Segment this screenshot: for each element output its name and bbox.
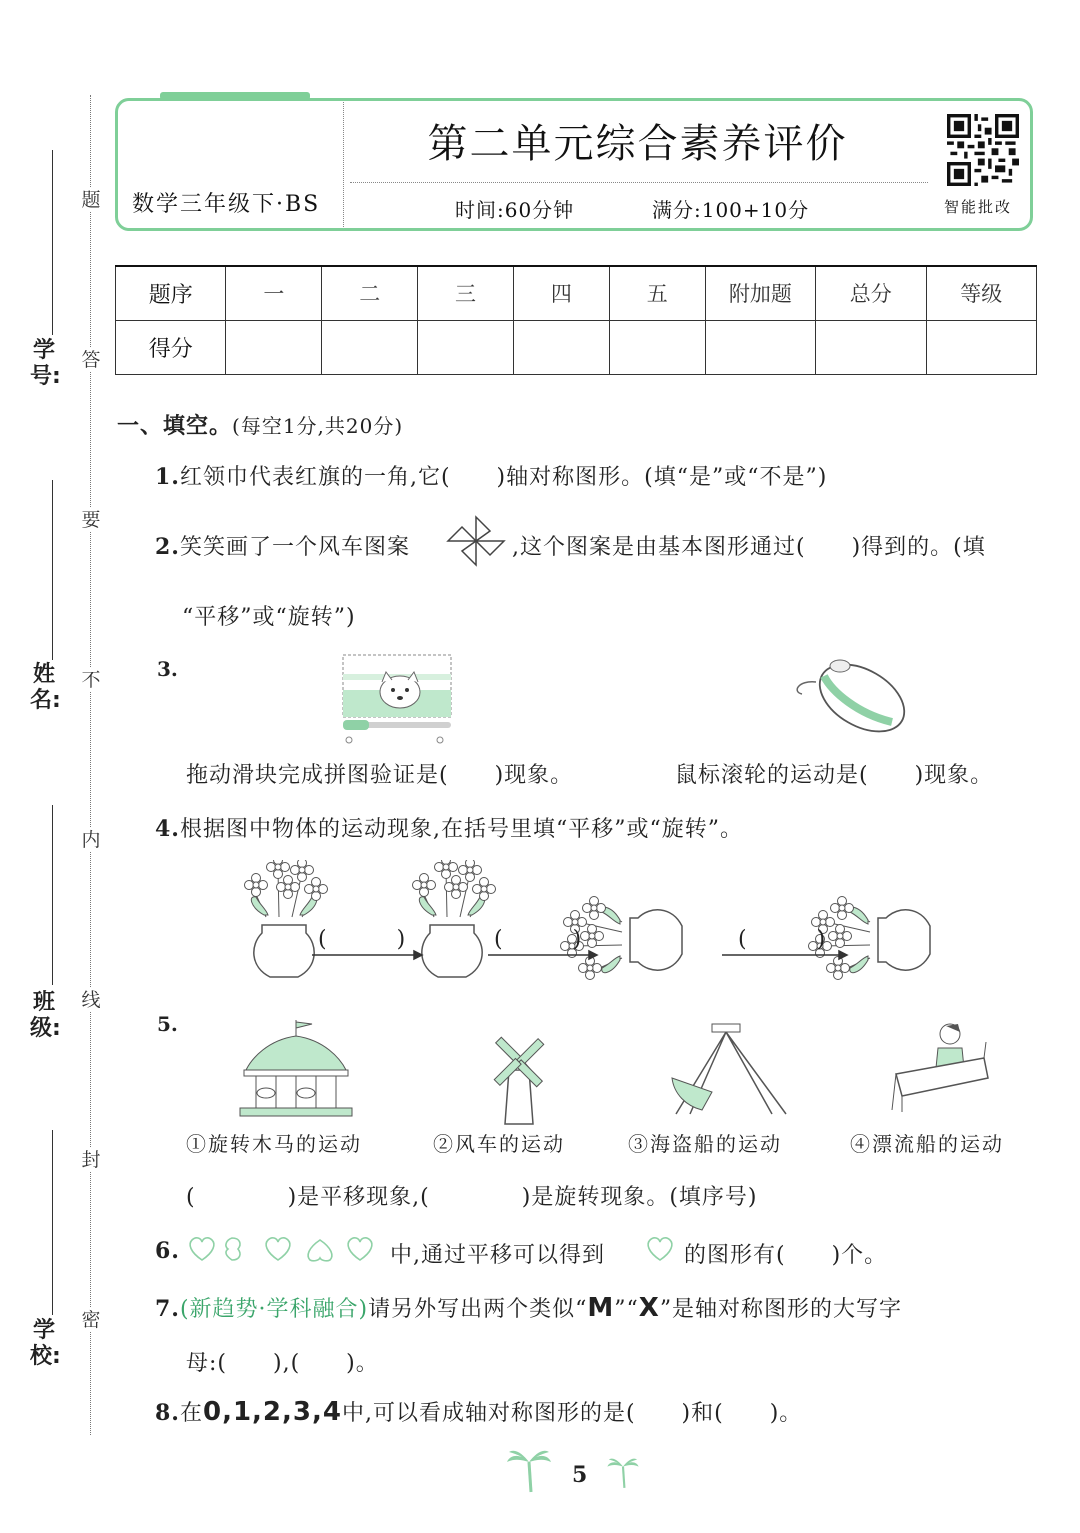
table-row [116,320,1037,374]
score-row-label: 得分 [116,320,226,374]
header-rule [350,182,928,183]
q5-label-3: ③海盗船的运动 [628,1132,782,1156]
score-cell[interactable] [705,320,815,374]
question-2: 2.笑笑画了一个风车图案 [155,534,410,560]
table-header-cell: 五 [609,266,705,320]
question-5-number: 5. [157,1012,178,1036]
binding-char-4: 不 [79,668,103,692]
page-title: 第二单元综合素养评价 [427,121,848,167]
q5-label-1: ①旋转木马的运动 [186,1132,362,1156]
question-6-text-b: 的图形有( )个。 [684,1243,888,1268]
question-6-text-a: 中,通过平移可以得到 [390,1243,605,1268]
binding-char-8: 密 [79,1308,103,1332]
windmill-image [483,1030,555,1126]
smart-grading-label: 智能批改 [944,198,1013,216]
binding-char-6: 线 [79,988,103,1012]
score-cell[interactable] [226,320,322,374]
student-id-line [52,150,53,335]
question-7: 7.(新趋势·学科融合)请另外写出两个类似“M”“X”是轴对称图形的大写字 [155,1293,903,1323]
puzzle-slider-image [340,652,455,747]
table-header-cell: 二 [322,266,418,320]
rafting-boat-image [888,1018,993,1118]
binding-char-3: 要 [79,508,103,532]
pirate-ship-image [668,1022,790,1118]
header-divider [343,102,344,227]
score-cell[interactable] [513,320,609,374]
binding-char-5: 内 [79,828,103,852]
time-limit: 时间:60分钟 [455,198,575,222]
score-table [115,265,1037,375]
score-cell[interactable] [418,320,514,374]
mouse-icon [788,652,913,744]
name-label: 姓名: [30,662,61,713]
binding-char-1: 题 [79,188,103,212]
table-header-cell: 等级 [926,266,1037,320]
q4-blank-2[interactable]: ( ) [494,927,583,952]
school-line [52,1130,53,1315]
section-1-title: 一、填空。(每空1分,共20分) [117,414,404,439]
student-id-label: 学号: [30,338,61,389]
question-6: 6. [155,1238,180,1264]
question-8: 8.在0,1,2,3,4中,可以看成轴对称图形的是( )和( )。 [155,1397,803,1427]
question-3-right: 鼠标滚轮的运动是( )现象。 [675,763,994,788]
binding-char-7: 封 [79,1148,103,1172]
table-header-cell: 总分 [816,266,926,320]
palm-tree-small-icon [606,1456,640,1490]
qr-code-icon[interactable] [947,114,1019,186]
score-cell[interactable] [322,320,418,374]
question-1: 1.红领巾代表红旗的一角,它( )轴对称图形。(填“是”或“不是”) [155,464,828,490]
question-4: 4.根据图中物体的运动现象,在括号里填“平移”或“旋转”。 [155,816,743,842]
school-label: 学校: [30,1318,61,1369]
table-header-cell: 四 [513,266,609,320]
table-header-cell: 一 [226,266,322,320]
class-label: 班级: [30,990,61,1041]
question-7-cont: 母:( ),( )。 [186,1351,379,1376]
question-2-cont: ,这个图案是由基本图形通过( )得到的。(填 [512,535,986,560]
pinwheel-icon [442,513,510,569]
table-header-cell: 附加题 [705,266,815,320]
class-line [52,805,53,985]
page-number: 5 [572,1462,588,1488]
name-line [52,480,53,660]
table-row [116,266,1037,320]
palm-tree-icon [505,1448,553,1494]
hearts-row-icon [186,1234,382,1264]
table-header-cell: 题序 [116,266,226,320]
q5-label-2: ②风车的运动 [433,1132,565,1156]
q5-label-4: ④漂流船的运动 [850,1132,1004,1156]
q4-blank-1[interactable]: ( ) [318,927,407,952]
question-2-note: “平移”或“旋转”) [182,605,356,630]
question-3-number: 3. [157,657,178,681]
question-3-left: 拖动滑块完成拼图验证是( )现象。 [186,763,574,788]
question-5-text: ( )是平移现象,( )是旋转现象。(填序号) [186,1185,758,1210]
heart-icon [642,1234,678,1264]
binding-dotted-line [90,95,91,1435]
score-cell[interactable] [926,320,1037,374]
binding-char-2: 答 [79,348,103,372]
full-score: 满分:100+10分 [652,198,810,222]
score-cell[interactable] [816,320,926,374]
table-header-cell: 三 [418,266,514,320]
subject-label: 数学三年级下·BS [132,192,321,217]
score-cell[interactable] [609,320,705,374]
carousel-image [238,1018,353,1120]
q4-blank-3[interactable]: ( ) [738,927,827,952]
